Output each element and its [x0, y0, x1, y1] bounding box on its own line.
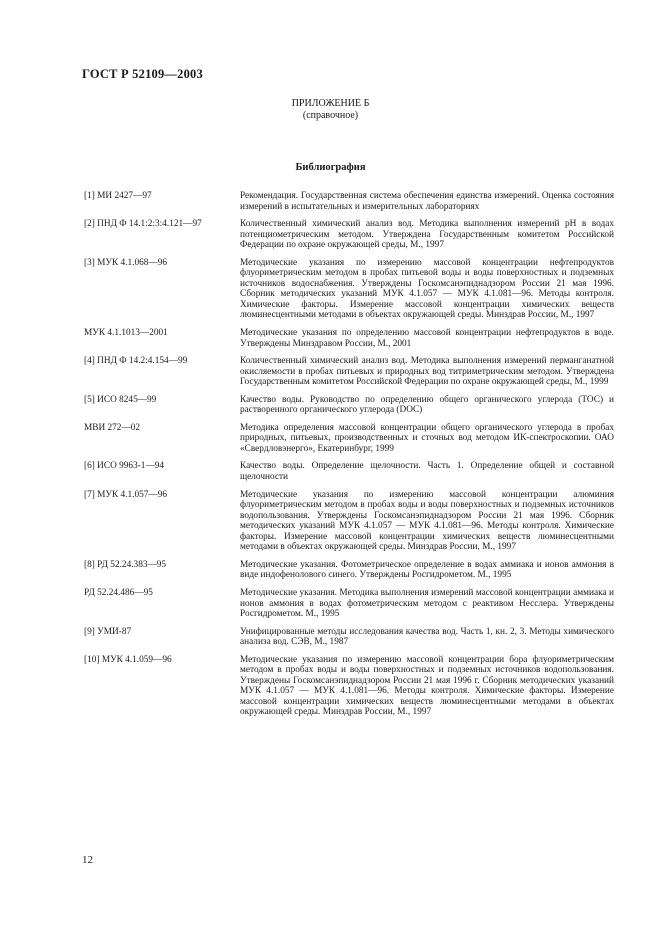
bibliography-entry	[84, 588, 614, 620]
entry-reference: [2] ПНД Ф 14.1:2:3:4.121—97	[84, 219, 202, 230]
bibliography-entry	[84, 655, 614, 718]
bibliography-title: Библиография	[295, 162, 366, 173]
document-code: ГОСТ Р 52109—2003	[82, 67, 203, 81]
entry-description: Качество воды. Руководство по определению общего органического углерода (ТОС) и растворенного органического углерода (DOC)	[240, 394, 614, 416]
bibliography-entry	[84, 490, 614, 553]
entry-description: Методические указания. Фотометрическое определение в водах аммиака и ионов аммония в виде индофенолового синего. Утверждены Росгидрометом. М., 1995	[240, 559, 614, 581]
entry-reference: [1] МИ 2427—97	[84, 191, 152, 201]
entry-reference: МВИ 272—02	[84, 422, 141, 433]
bibliography-entry	[84, 423, 614, 455]
bibliography-entry	[84, 191, 614, 212]
bibliography-entry	[84, 356, 614, 388]
entry-reference: РД 52.24.486—95	[84, 587, 153, 598]
entry-description: Методика определения массовой концентрации общего органического углерода в пробах природных, питьевых, производственных и сточных вод методом ИК-спектроскопии. ОАО «Свердловэнерго», Екатеринбург, 1999	[240, 422, 614, 454]
entry-reference: [8] РД 52.24.383—95	[84, 559, 167, 570]
entry-description: Унифицированные методы исследования качества вод. Часть 1, кн. 2, 3. Методы химического анализа вод. СЭВ, М., 1987	[240, 626, 614, 648]
entry-description: Количественный химический анализ вод. Методика выполнения измерений pH в водах потенциометрическим методом. Утверждена Государственным комитетом Российской Федерации по охране окружающей среды, М., 1997	[240, 219, 614, 251]
entry-reference: [3] МУК 4.1.068—96	[84, 257, 168, 268]
bibliography-entry	[84, 395, 614, 416]
entry-description: Рекомендация. Государственная система обеспечения единства измерений. Оценка состояния измерений в испытательных и измерительных лабораториях	[240, 191, 614, 212]
appendix-subtitle: (справочное)	[302, 110, 359, 121]
bibliography-entry	[84, 258, 614, 321]
entry-reference: [7] МУК 4.1.057—96	[84, 489, 168, 500]
bibliography-entry	[84, 219, 614, 251]
entry-description: Методические указания по измерению массовой концентрации алюминия флуориметрическим методом в пробах воды и воды поверхностных и подземных источников водопользования. Утверждены Госкомсанэпиднадзором России 21 мая 1996. Сборник методических указаний МУК 4.1.057 — МУК 4.1.081—96. Методы контроля. Химические факторы. Измерение массовой концентрации химических веществ люминесцентными методами в объектах окружающей среды. Минздрав России, М., 1997	[240, 489, 614, 553]
appendix-title: ПРИЛОЖЕНИЕ Б	[291, 98, 370, 109]
entry-reference: [5] ИСО 8245—99	[84, 394, 157, 405]
entry-description: Методические указания по измерению массовой концентрации нефтепродуктов флуориметрическим методом в пробах питьевой воды и воды поверхностных и подземных источников водоснабжения. Утверждены Госкомсанэпиднадзором России 21 мая 1996. Сборник методических указаний МУК 4.1.057 — МУК 4.1.081—96. Методы контроля. Химические факторы. Измерение массовой концентрации химических веществ люминесцентными методами в объектах окружающей среды. Минздрав России, М., 1997	[240, 257, 614, 321]
entry-description: Методические указания по измерению массовой концентрации бора флуориметрическим методом в пробах воды и воды поверхностных и подземных источников водопользования. Утверждены Госкомсанэпиднадзором России 21 мая 1996 г. Сборник методических указаний МУК 4.1.057 — МУК 4.1.081—96. Методы контроля. Химические факторы. Измерение массовой концентрации химических веществ люминесцентными методами в объектах окружающей среды. Минздрав России, М., 1997	[240, 654, 614, 718]
entry-reference: МУК 4.1.1013—2001	[84, 328, 168, 339]
bibliography-entry	[84, 560, 614, 581]
entry-description: Качество воды. Определение щелочности. Часть 1. Определение общей и составной щелочности	[240, 461, 614, 483]
bibliography-entry	[84, 328, 614, 349]
bibliography-list	[84, 191, 614, 725]
appendix-heading	[0, 98, 661, 122]
entry-description: Количественный химический анализ вод. Методика выполнения измерений перманганатной окисляемости в пробах питьевых и природных вод титриметрическим методом. Утверждена Государственным комитетом Российской Федерации по охране окружающей среды, М., 1999	[240, 356, 614, 388]
entry-description: Методические указания по определению массовой концентрации нефтепродуктов в воде. Утверждены Минздравом России, М., 2001	[240, 328, 614, 349]
bibliography-entry	[84, 461, 614, 482]
entry-reference: [9] УМИ-87	[84, 626, 132, 637]
bibliography-entry	[84, 627, 614, 648]
page-number: 12	[82, 854, 93, 866]
entry-description: Методические указания. Методика выполнения измерений массовой концентрации аммиака и ионов аммония в водах фотометрическим методом с реактивом Несслера. Утверждены Росгидрометом. М., 1995	[240, 587, 614, 620]
entry-reference: [10] МУК 4.1.059—96	[84, 654, 172, 665]
entry-reference: [6] ИСО 9963-1—94	[84, 461, 165, 472]
entry-reference: [4] ПНД Ф 14.2:4.154—99	[84, 356, 188, 367]
